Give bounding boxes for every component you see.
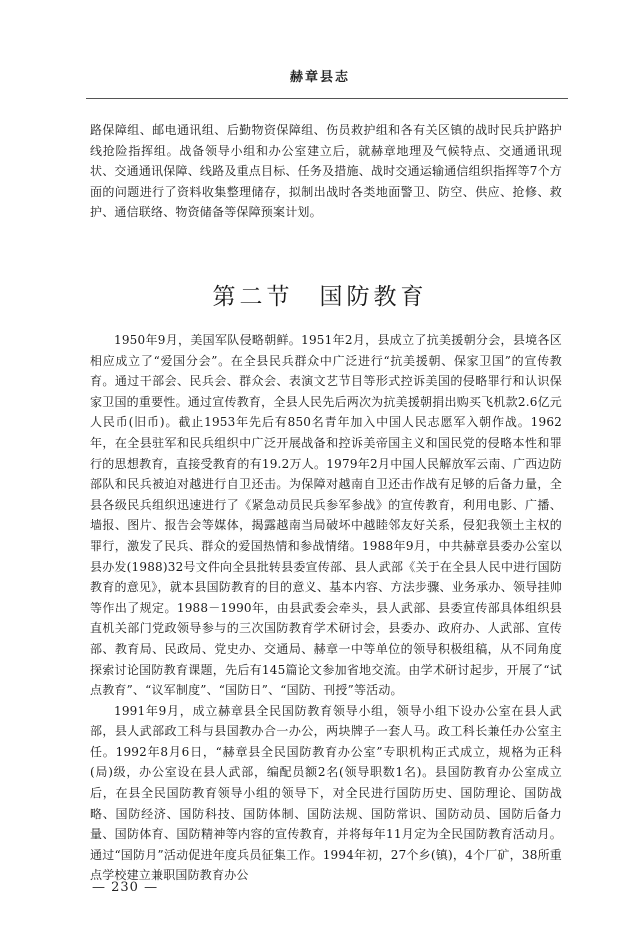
- section-heading: [0, 278, 640, 311]
- page-number: — 230 —: [92, 880, 159, 895]
- section-number: 第二节: [212, 284, 294, 310]
- section-body: [90, 330, 562, 886]
- header-rule: [86, 98, 568, 99]
- body-paragraph: 1991年9月，成立赫章县全民国防教育领导小组，领导小组下设办公室在县人武部，县人武部政工科与县国教办合一办公，两块牌子一套人马。政工科长兼任办公室主任。1992年8月6日，“赫章县全民国防教育办公室”专职机构正式成立，规格为正科(局)级，办公室设在县人武部，编配员额2名(领导职数1名)。县国防教育办公室成立后，在县全民国防教育领导小组的领导下，对全民进行国防历史、国防理论、国防战略、国防经济、国防科技、国防体制、国防法规、国防常识、国防动员、国防后备力量、国防体育、国防精神等内容的宣传教育，并将每年11月定为全民国防教育活动月。通过“国防月”活动促进年度兵员征集工作。1994年初，27个乡(镇)，4个厂矿，38所重点学校建立兼职国防教育办公: [90, 703, 562, 883]
- body-paragraph: 1950年9月，美国军队侵略朝鲜。1951年2月，县成立了抗美援朝分会，县境各区相应成立了“爱国分会”。在全县民兵群众中广泛进行“抗美援朝、保家卫国”的宣传教育。通过干部会、民兵会、群众会、表演文艺节目等形式控诉美国的侵略罪行和认识保家卫国的重要性。通过宣传教育，全县人民先后两次为抗美援朝捐出购买飞机款2.6亿元人民币(旧币)。截止1953年先后有850名青年加入中国人民志愿军入朝作战。1962年，在全县驻军和民兵组织中广泛开展战备和控诉美帝国主义和国民党的侵略本性和罪行的思想教育，直接受教育的有19.2万人。1979年2月中国人民解放军云南、广西边防部队和民兵被迫对越进行自卫还击。为保障对越南自卫还击作战有足够的后备力量，全县各级民兵组织迅速进行了《紧急动员民兵参军参战》的宣传教育，利用电影、广播、墙报、图片、报告会等媒体，揭露越南当局破坏中越睦邻友好关系，侵犯我领土主权的罪行，激发了民兵、群众的爱国热情和参战情绪。1988年9月，中共赫章县委办公室以县办发(1988)32号文件向全县批转县委宣传部、县人武部《关于在全县人民中进行国防教育的意见》，就本县国防教育的目的意义、基本内容、方法步骤、业务承办、领导挂帅等作出了规定。1988－1990年，由县武委会牵头，县人武部、县委宣传部具体组织县直机关部门党政领导参与的三次国防教育学术研讨会，县委办、政府办、人武部、宣传部、教育局、民政局、党史办、交通局、赫章一中等单位的领导积极组稿，从不同角度探索讨论国防教育课题，先后有145篇论文参加省地交流。由学术研讨起步，开展了“试点教育”、“议军制度”、“国防日”、“国防、刊授”等活动。: [90, 333, 562, 698]
- section-title-text: 国防教育: [319, 284, 428, 310]
- running-head: 赫章县志: [289, 70, 350, 85]
- continuation-paragraph: 路保障组、邮电通讯组、后勤物资保障组、伤员救护组和各有关区镇的战时民兵护路护线抢险指挥组。战备领导小组和办公室建立后，就赫章地理及气候特点、交通通讯现状、交通通讯保障、线路及重点目标、任务及措施、战时交通运输通信组织指挥等7个方面的问题进行了资料收集整理储存，拟制出战时各类地面警卫、防空、供应、抢修、救护、通信联络、物资储备等保障预案计划。: [90, 123, 562, 220]
